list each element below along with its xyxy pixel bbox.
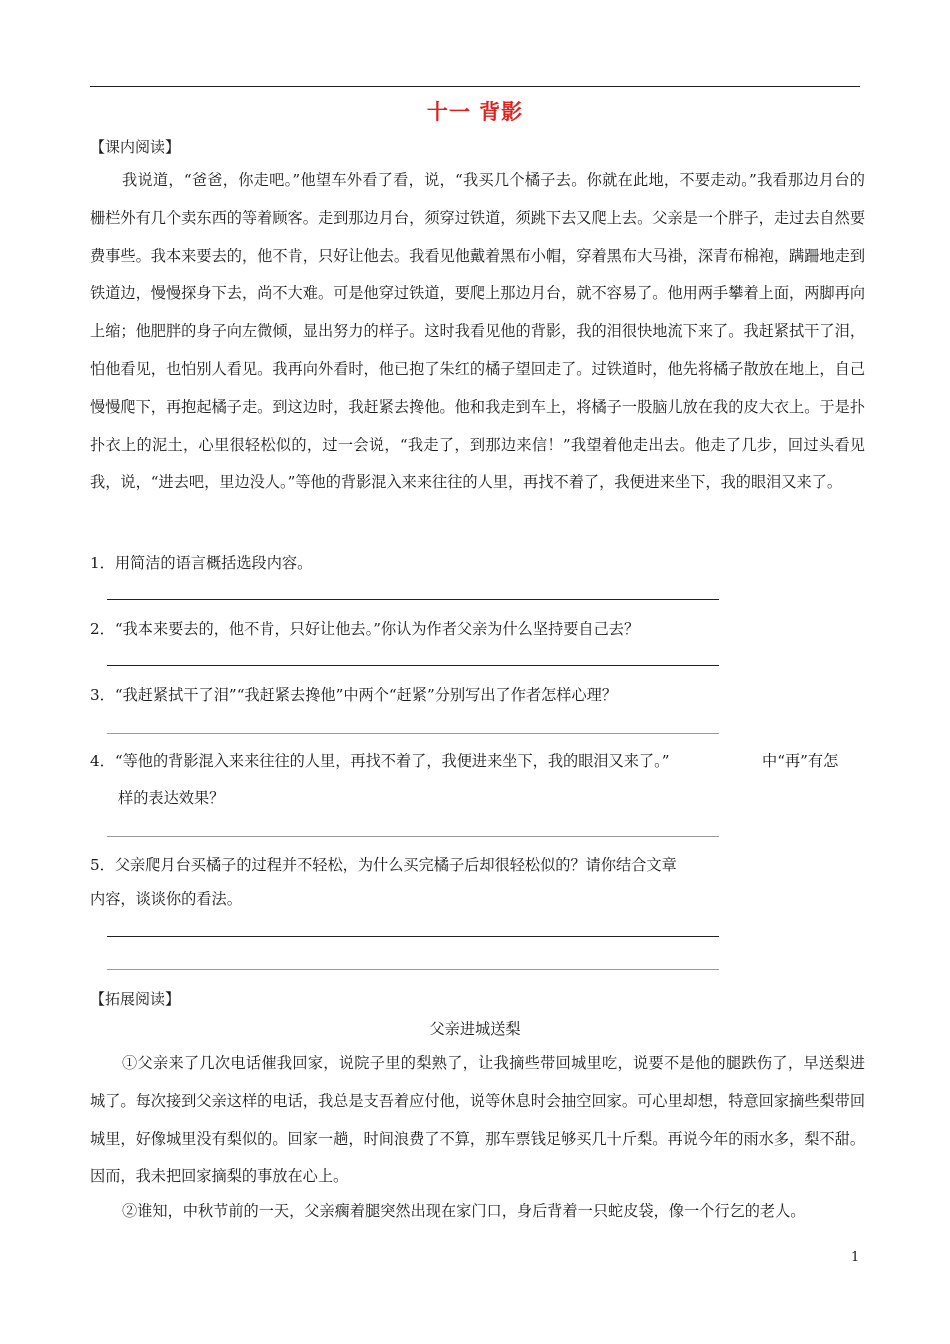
in-class-reading-label: 【课内阅读】 (90, 138, 181, 156)
question-3: 3．“我赶紧拭干了泪”“我赶紧去搀他”中两个“赶紧”分别写出了作者怎样心理？ (90, 686, 618, 704)
top-rule (90, 86, 860, 87)
article-paragraph-2: ②谁知，中秋节前的一天，父亲瘸着腿突然出现在家门口，身后背着一只蛇皮袋，像一个行乞的老人。 (122, 1202, 806, 1220)
question-1: 1．用简洁的语言概括选段内容。 (90, 554, 313, 572)
page-number: 1 (851, 1250, 860, 1265)
answer-line-5a (107, 936, 719, 937)
question-2: 2．“我本来要去的，他不肯，只好让他去。”你认为作者父亲为什么坚持要自己去？ (90, 620, 640, 638)
page-title: 十一 背影 (426, 99, 524, 124)
answer-line-3 (107, 733, 719, 734)
article-title: 父亲进城送梨 (429, 1020, 521, 1038)
answer-line-2 (107, 665, 719, 666)
article-paragraph-1: ①父亲来了几次电话催我回家，说院子里的梨熟了，让我摘些带回城里吃，说要不是他的腿跌伤了，早送梨进城了。每次接到父亲这样的电话，我总是支吾着应付他，说等休息时会抽空回家。可心里却想，特意回家摘些梨带回城里，好像城里没有梨似的。回家一趟，时间浪费了不算，那车票钱足够买几十斤梨。再说今年的雨水多，梨不甜。因而，我未把回家摘梨的事放在心上。 (90, 1054, 865, 1186)
extended-reading-label: 【拓展阅读】 (90, 990, 181, 1008)
in-class-passage: 我说道，“爸爸，你走吧。”他望车外看了看，说，“我买几个橘子去。你就在此地，不要走动。”我看那边月台的栅栏外有几个卖东西的等着顾客。走到那边月台，须穿过铁道，须跳下去又爬上去。父亲是一个胖子，走过去自然要费事些。我本来要去的，他不肯，只好让他去。我看见他戴着黑布小帽，穿着黑布大马褂，深青布棉袍，蹒跚地走到铁道边，慢慢探身下去，尚不大难。可是他穿过铁道，要爬上那边月台，就不容易了。他用两手攀着上面，两脚再向上缩；他肥胖的身子向左微倾，显出努力的样子。这时我看见他的背影，我的泪很快地流下来了。我赶紧拭干了泪，怕他看见，也怕别人看见。我再向外看时，他已抱了朱红的橘子望回走了。过铁道时，他先将橘子散放在地上，自己慢慢爬下，再抱起橘子走。到这边时，我赶紧去搀他。他和我走到车上，将橘子一股脑儿放在我的皮大衣上。于是扑扑衣上的泥土，心里很轻松似的，过一会说，“我走了，到那边来信！”我望着他走出去。他走了几步，回过头看见我，说，“进去吧，里边没人。”等他的背影混入来来往往的人里，再找不着了，我便进来坐下，我的眼泪又来了。 (90, 171, 865, 492)
question-4-continued: 样的表达效果？ (118, 789, 225, 807)
question-5-continued: 内容，谈谈你的看法。 (90, 890, 242, 908)
question-4-tail: 中“再”有怎 (762, 752, 839, 770)
answer-line-1 (107, 599, 719, 600)
question-4: 4．“等他的背影混入来来往往的人里，再找不着了，我便进来坐下，我的眼泪又来了。” (90, 752, 670, 770)
answer-line-4 (107, 836, 719, 837)
answer-line-5b (107, 969, 719, 970)
question-5: 5．父亲爬月台买橘子的过程并不轻松，为什么买完橘子后却很轻松似的？请你结合文章 (90, 856, 677, 874)
